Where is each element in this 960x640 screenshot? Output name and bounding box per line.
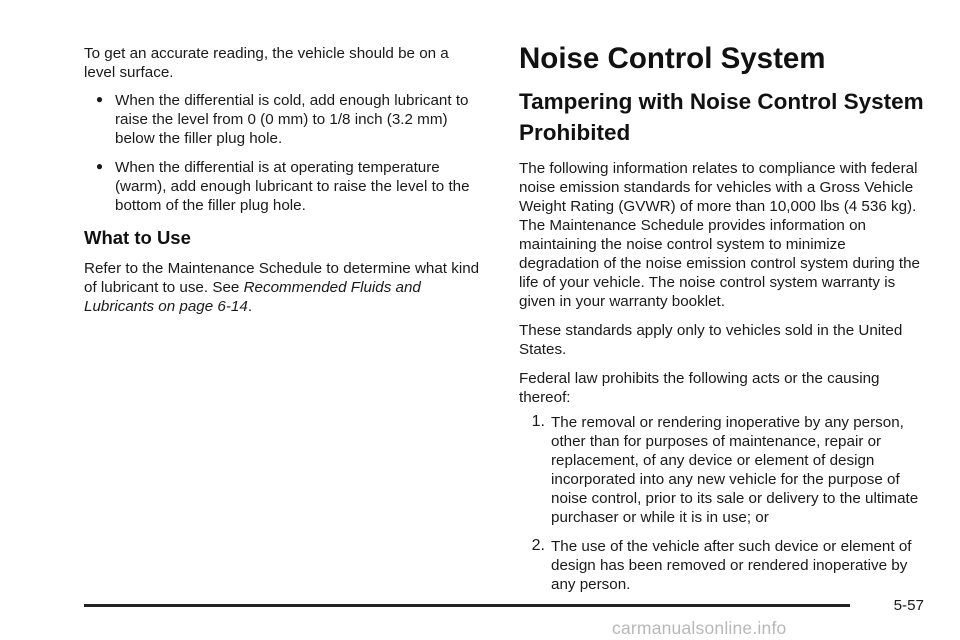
page-number: 5-57 — [893, 597, 924, 614]
list-item-number: 1. — [531, 413, 545, 430]
intro-paragraph: To get an accurate reading, the vehicle should be on a level surface. — [84, 45, 449, 81]
bullet-dot-icon: ● — [95, 92, 104, 106]
section-title: Noise Control System — [519, 42, 826, 75]
compliance-paragraph: The following information relates to compliance with federal noise emission standards for vehicles with a Gross Vehicle Weight Rating (GVWR) of more than 10,000 lbs (4 536 kg). The Maintenance Schedule provides information on maintaining the noise control system to minimize degradation of the noise emission control system during the life of your vehicle. The noise control system warranty is given in your warranty booklet. — [519, 160, 921, 310]
what-to-use-heading: What to Use — [84, 227, 191, 248]
bullet-item — [84, 158, 484, 215]
what-to-use-paragraph — [84, 259, 484, 316]
watermark: carmanualsonline.info — [612, 618, 787, 638]
what-to-use-end: . — [247, 298, 253, 315]
bullet-dot-icon: ● — [95, 159, 104, 173]
bullet-item — [84, 91, 484, 148]
standards-paragraph: These standards apply only to vehicles sold in the United States. — [519, 322, 903, 358]
bullet-text: When the differential is cold, add enough lubricant to raise the level from 0 (0 mm) to 1/8 inch (3.2 mm) below the filler plug hole. — [115, 92, 469, 147]
left-column — [84, 44, 484, 316]
list-item-text: The removal or rendering inoperative by any person, other than for purposes of maintenance, repair or replacement, of any device or element of design incorporated into any new vehicle for the purpose of noise control, prior to its sale or delivery to the ultimate purchaser or while it is in use; or — [551, 414, 919, 526]
list-item-number: 2. — [531, 537, 545, 554]
list-item — [519, 413, 924, 527]
right-column — [519, 42, 924, 604]
list-item — [519, 537, 924, 594]
footer-rule — [84, 604, 850, 607]
what-to-use-text: Refer to the Maintenance Schedule to determine what kind of lubricant to use. See — [84, 260, 480, 296]
section-subtitle: Tampering with Noise Control System Prohibited — [519, 89, 924, 145]
prohibited-acts-list — [519, 413, 924, 594]
fluids-lubricants-link[interactable]: Recommended Fluids and Lubricants on page 6-14 — [84, 279, 421, 315]
bullet-text: When the differential is at operating temperature (warm), add enough lubricant to raise the level to the bottom of the filler plug hole. — [115, 159, 470, 214]
list-item-text: The use of the vehicle after such device or element of design has been removed or rendered inoperative by any person. — [551, 538, 912, 593]
federal-law-paragraph: Federal law prohibits the following acts or the causing thereof: — [519, 370, 880, 406]
